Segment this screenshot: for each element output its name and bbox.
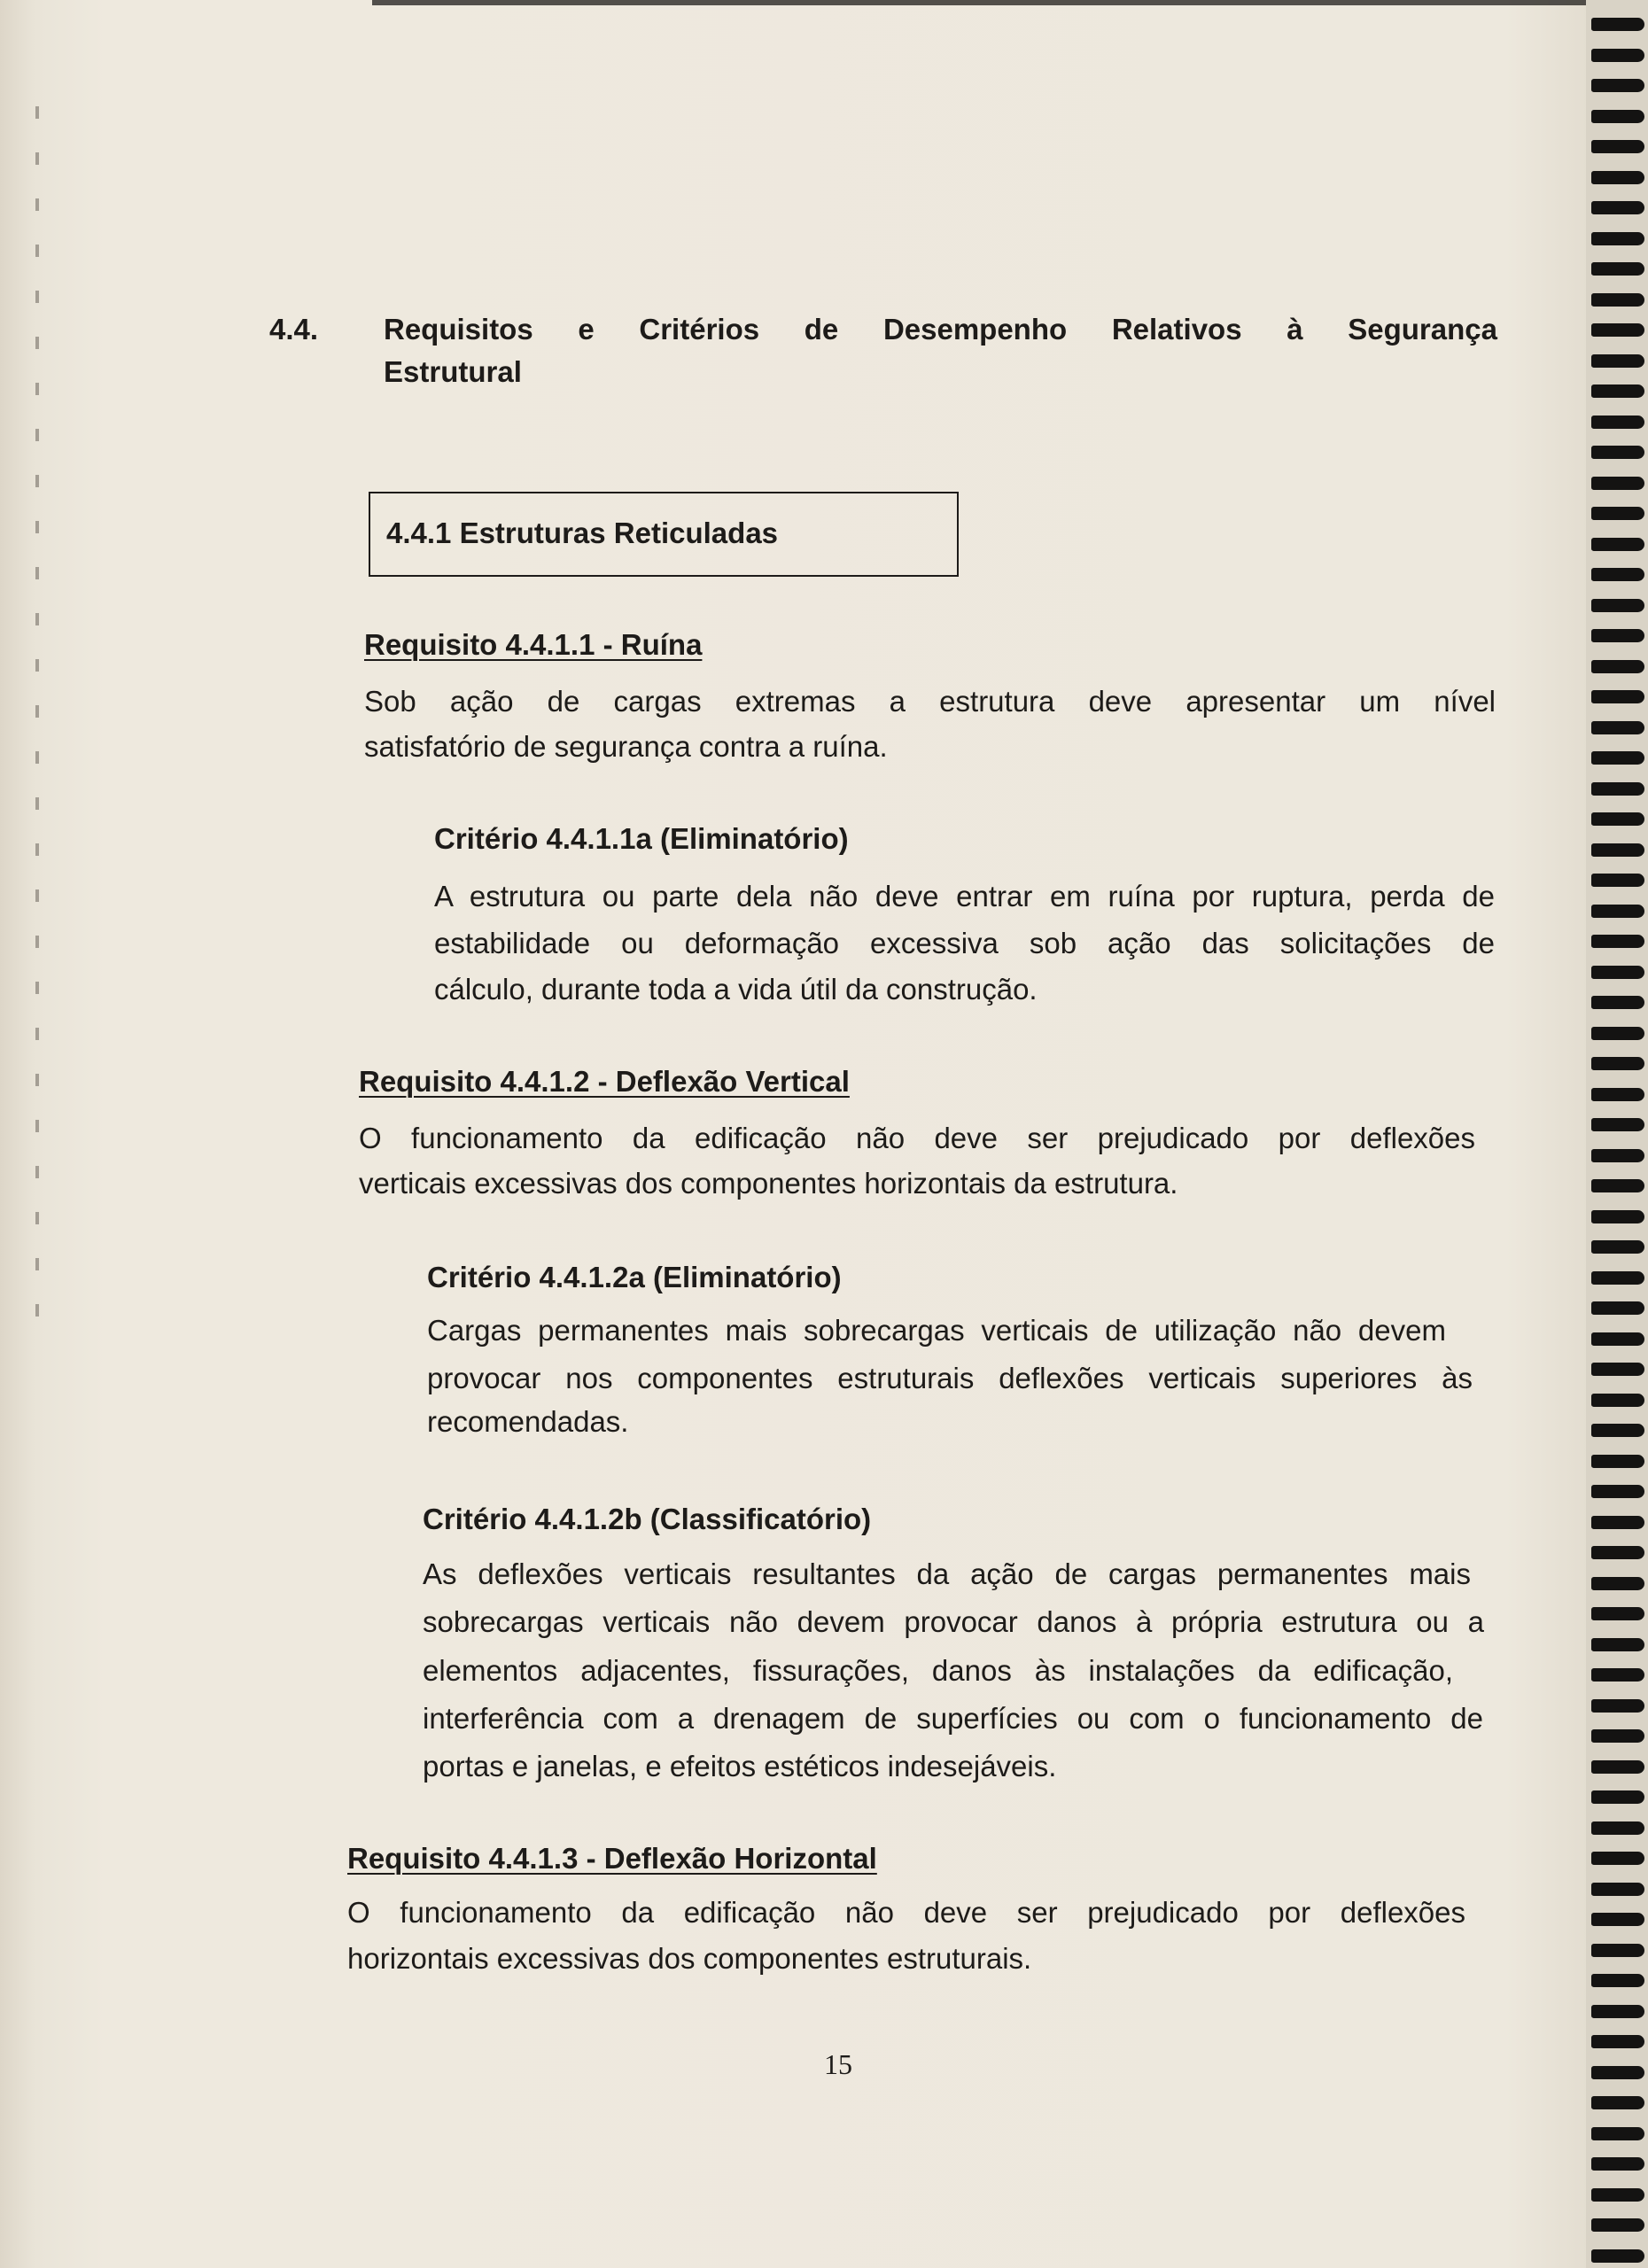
spiral-coil — [1591, 1883, 1644, 1896]
binding-hole-mark — [35, 982, 39, 994]
binding-hole-mark — [35, 383, 39, 395]
page-top-edge — [372, 0, 1595, 5]
paragraph-line: interferência com a drenagem de superfícies ou com o funcionamento de — [423, 1702, 1483, 1735]
paragraph-line: estabilidade ou deformação excessiva sob ação das solicitações de — [434, 927, 1495, 959]
spiral-coil — [1591, 1790, 1644, 1804]
spiral-coil — [1591, 782, 1644, 796]
spiral-coil — [1591, 507, 1644, 520]
paragraph-line: O funcionamento da edificação não deve ser prejudicado por deflexões — [347, 1896, 1465, 1929]
binding-hole-mark — [35, 1304, 39, 1317]
spiral-coil — [1591, 1638, 1644, 1651]
spiral-coil — [1591, 1516, 1644, 1529]
spiral-coil — [1591, 477, 1644, 490]
paragraph-line: O funcionamento da edificação não deve ser prejudicado por deflexões — [359, 1122, 1475, 1154]
spiral-coil — [1591, 201, 1644, 214]
paragraph-line: portas e janelas, e efeitos estéticos indesejáveis. — [423, 1750, 1057, 1783]
spiral-coil — [1591, 1485, 1644, 1498]
requisito-title: Requisito 4.4.1.3 - Deflexão Horizontal — [347, 1842, 877, 1875]
binding-hole-mark — [35, 475, 39, 487]
binding-hole-mark — [35, 797, 39, 810]
spiral-coil — [1591, 1607, 1644, 1620]
spiral-coil — [1591, 2249, 1644, 2263]
spiral-coil — [1591, 2035, 1644, 2048]
spiral-coil — [1591, 2066, 1644, 2079]
paragraph-line: Cargas permanentes mais sobrecargas verticais de utilização não devem — [427, 1314, 1446, 1347]
spiral-coil — [1591, 1088, 1644, 1101]
criterio-title: Critério 4.4.1.2a (Eliminatório) — [427, 1261, 842, 1293]
spiral-coil — [1591, 874, 1644, 887]
spiral-coil — [1591, 446, 1644, 459]
spiral-coil — [1591, 660, 1644, 673]
binding-hole-mark — [35, 889, 39, 902]
spiral-coil — [1591, 2188, 1644, 2202]
criterio-title: Critério 4.4.1.2b (Classificatório) — [423, 1503, 872, 1535]
spiral-coil — [1591, 690, 1644, 703]
spiral-coil — [1591, 1027, 1644, 1040]
binding-hole-mark — [35, 567, 39, 579]
binding-hole-mark — [35, 429, 39, 441]
spiral-coil — [1591, 966, 1644, 979]
section-number: 4.4. — [269, 313, 319, 346]
paragraph-line: satisfatório de segurança contra a ruína. — [364, 730, 888, 763]
spiral-coil — [1591, 354, 1644, 368]
spiral-coil — [1591, 599, 1644, 612]
paragraph-line: provocar nos componentes estruturais deflexões verticais superiores às — [427, 1362, 1473, 1394]
spiral-coil — [1591, 1424, 1644, 1437]
spiral-coil — [1591, 1974, 1644, 1987]
requisito-title: Requisito 4.4.1.2 - Deflexão Vertical — [359, 1065, 850, 1098]
binding-hole-mark — [35, 1074, 39, 1086]
paragraph-line: horizontais excessivas dos componentes estruturais. — [347, 1942, 1032, 1975]
spiral-coil — [1591, 1852, 1644, 1865]
spiral-coil — [1591, 905, 1644, 918]
spiral-coil — [1591, 538, 1644, 551]
spiral-coil — [1591, 18, 1644, 31]
subsection-title: 4.4.1 Estruturas Reticuladas — [386, 517, 779, 549]
spiral-coil — [1591, 140, 1644, 153]
binding-hole-mark — [35, 936, 39, 948]
binding-hole-mark — [35, 245, 39, 257]
spiral-coil — [1591, 384, 1644, 398]
spiral-coil — [1591, 1363, 1644, 1376]
binding-hole-mark — [35, 751, 39, 764]
binding-hole-mark — [35, 659, 39, 672]
spiral-coil — [1591, 1332, 1644, 1346]
section-title: Requisitos e Critérios de Desempenho Relativos à Segurança — [384, 313, 1497, 346]
spiral-coil — [1591, 1394, 1644, 1407]
paragraph-line: A estrutura ou parte dela não deve entrar em ruína por ruptura, perda de — [434, 880, 1495, 913]
section-title-cont: Estrutural — [384, 355, 522, 388]
spiral-coil — [1591, 812, 1644, 826]
spiral-coil — [1591, 1944, 1644, 1957]
criterio-title: Critério 4.4.1.1a (Eliminatório) — [434, 822, 849, 855]
binding-hole-mark — [35, 1028, 39, 1040]
binding-hole-mark — [35, 1212, 39, 1224]
spiral-coil — [1591, 996, 1644, 1009]
binding-hole-mark — [35, 1120, 39, 1132]
spiral-coil — [1591, 1913, 1644, 1926]
binding-hole-mark — [35, 152, 39, 165]
paragraph-line: As deflexões verticais resultantes da ação de cargas permanentes mais — [423, 1557, 1471, 1590]
spiral-coil — [1591, 49, 1644, 62]
binding-hole-mark — [35, 337, 39, 349]
spiral-coil — [1591, 1179, 1644, 1192]
binding-hole-mark — [35, 521, 39, 533]
spiral-coil — [1591, 1821, 1644, 1835]
requisito-title: Requisito 4.4.1.1 - Ruína — [364, 628, 703, 661]
page-number: 15 — [824, 2048, 852, 2080]
spiral-coil — [1591, 843, 1644, 857]
spiral-coil — [1591, 935, 1644, 948]
spiral-coil — [1591, 1240, 1644, 1254]
spiral-coil — [1591, 629, 1644, 642]
paragraph-line: sobrecargas verticais não devem provocar danos à própria estrutura ou a — [423, 1605, 1484, 1638]
spiral-coil — [1591, 1301, 1644, 1315]
spiral-coil — [1591, 232, 1644, 245]
paragraph-line: cálculo, durante toda a vida útil da construção. — [434, 973, 1038, 1006]
binding-hole-mark — [35, 1166, 39, 1178]
spiral-coil — [1591, 1577, 1644, 1590]
spiral-binding — [1586, 0, 1648, 2268]
binding-hole-mark — [35, 613, 39, 625]
spiral-coil — [1591, 2218, 1644, 2232]
spiral-coil — [1591, 1699, 1644, 1713]
spiral-coil — [1591, 1668, 1644, 1682]
spiral-coil — [1591, 110, 1644, 123]
binding-holes-left — [0, 0, 62, 2268]
spiral-coil — [1591, 1271, 1644, 1285]
spiral-coil — [1591, 1455, 1644, 1468]
spiral-coil — [1591, 2005, 1644, 2018]
binding-hole-mark — [35, 843, 39, 856]
binding-hole-mark — [35, 106, 39, 119]
spiral-coil — [1591, 721, 1644, 734]
spiral-coil — [1591, 2127, 1644, 2140]
spiral-coil — [1591, 416, 1644, 429]
spiral-coil — [1591, 1210, 1644, 1223]
spiral-coil — [1591, 323, 1644, 337]
binding-hole-mark — [35, 291, 39, 303]
binding-hole-mark — [35, 1258, 39, 1270]
paragraph-line: verticais excessivas dos componentes horizontais da estrutura. — [359, 1167, 1178, 1200]
spiral-coil — [1591, 751, 1644, 765]
spiral-coil — [1591, 262, 1644, 276]
spiral-coil — [1591, 1057, 1644, 1070]
spiral-coil — [1591, 293, 1644, 307]
spiral-coil — [1591, 1760, 1644, 1774]
spiral-coil — [1591, 2096, 1644, 2109]
spiral-coil — [1591, 568, 1644, 581]
binding-hole-mark — [35, 198, 39, 211]
paragraph-line: Sob ação de cargas extremas a estrutura deve apresentar um nível — [364, 685, 1496, 718]
paragraph-line: recomendadas. — [427, 1405, 629, 1438]
spiral-coil — [1591, 1729, 1644, 1743]
spiral-coil — [1591, 1546, 1644, 1559]
spiral-coil — [1591, 79, 1644, 92]
spiral-coil — [1591, 1149, 1644, 1162]
spiral-coil — [1591, 2157, 1644, 2171]
binding-hole-mark — [35, 705, 39, 718]
spiral-coil — [1591, 1118, 1644, 1131]
paragraph-line: elementos adjacentes, fissurações, danos às instalações da edificação, — [423, 1654, 1453, 1687]
spiral-coil — [1591, 171, 1644, 184]
